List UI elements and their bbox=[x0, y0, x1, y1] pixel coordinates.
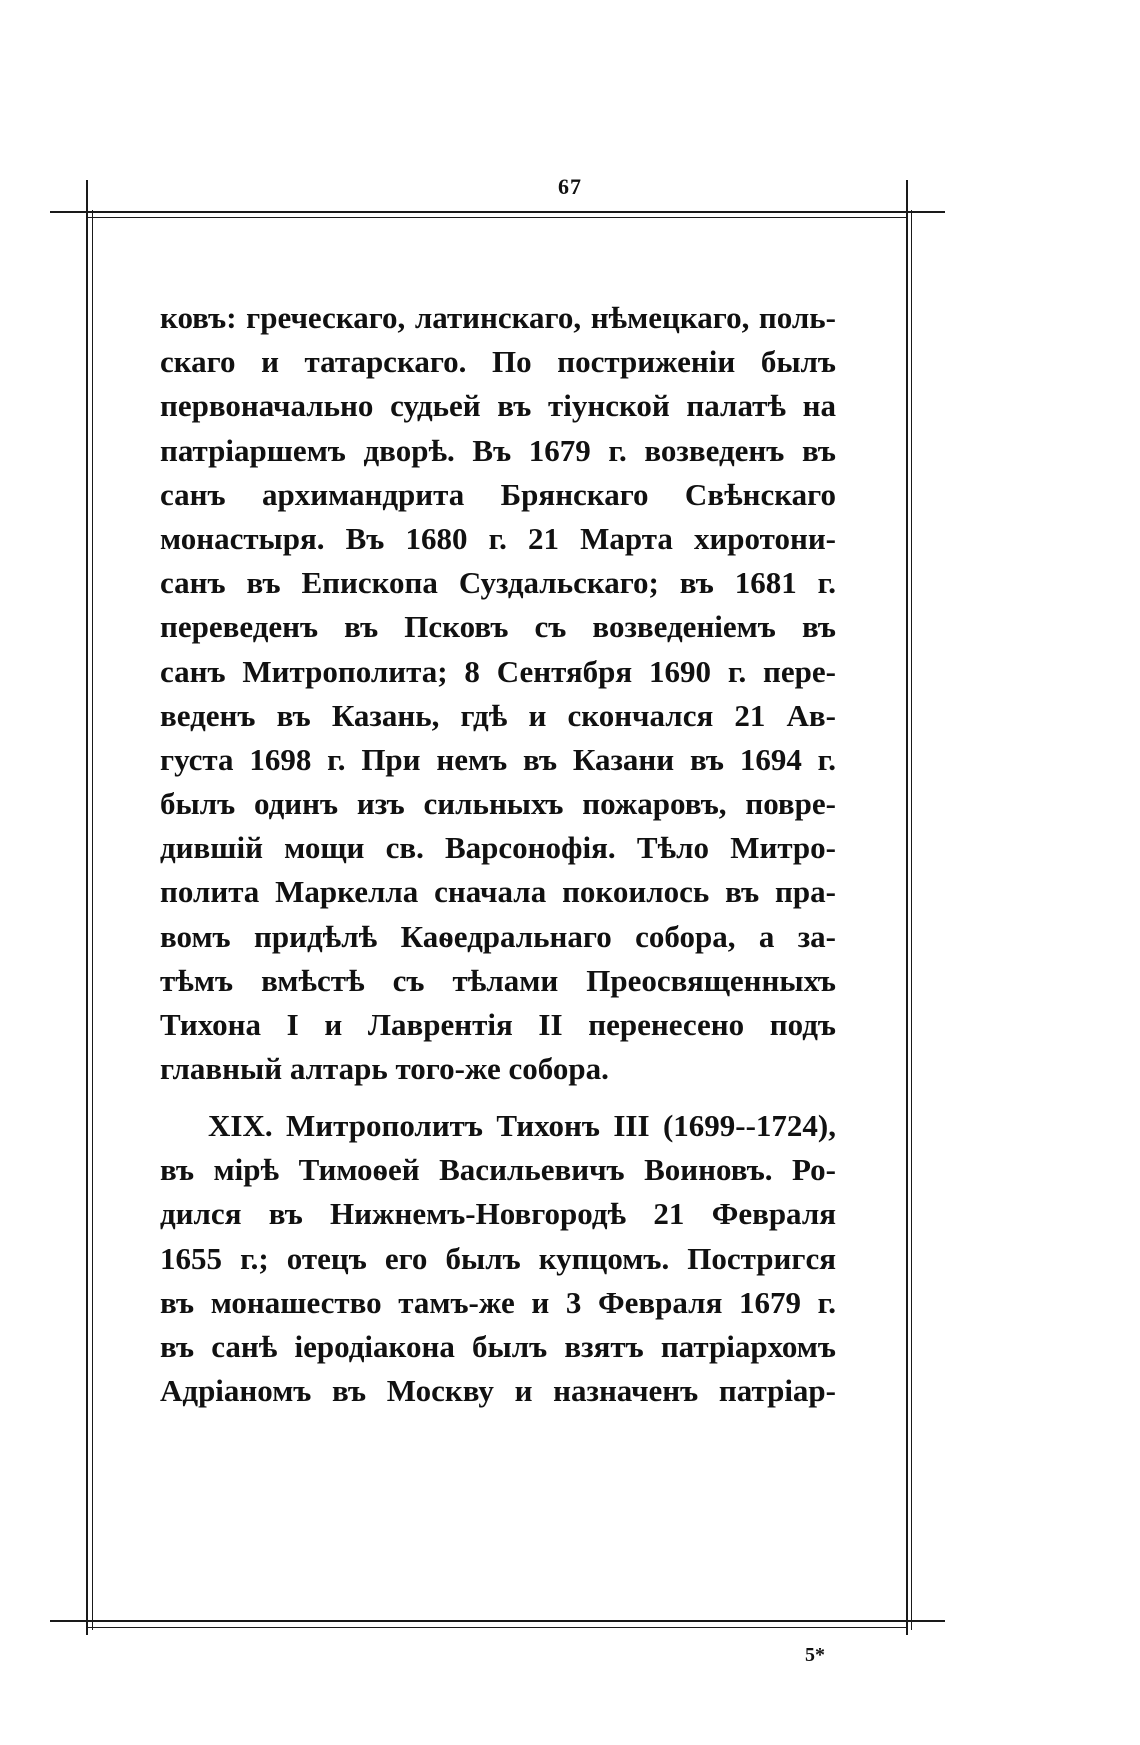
frame-right-rule-inner bbox=[911, 210, 912, 1630]
frame-bottom-rule-inner bbox=[88, 1627, 908, 1628]
text-line: XIX. Митрополитъ Тихонъ III (1699--1724), bbox=[208, 1108, 836, 1143]
text-line: монастыря. Въ 1680 г. 21 Марта хиротони- bbox=[160, 520, 836, 556]
text-line: первоначально судьей въ тіунской палатѣ на bbox=[160, 388, 836, 424]
text-line: Адріаномъ въ Москву и назначенъ патріар- bbox=[160, 1373, 836, 1409]
paragraph-2 bbox=[160, 1104, 836, 1413]
text-line: въ мірѣ Тимоѳей Васильевичъ Воиновъ. Ро- bbox=[160, 1152, 836, 1188]
text-line: густа 1698 г. При немъ въ Казани въ 1694 г. bbox=[160, 741, 836, 777]
text-line: Тихона I и Лаврентія II перенесено подъ bbox=[160, 1007, 836, 1042]
text-line: переведенъ въ Псковъ съ возведеніемъ въ bbox=[160, 609, 836, 645]
text-line: въ монашество тамъ-же и 3 Февраля 1679 г. bbox=[160, 1284, 836, 1320]
text-line: санъ въ Епископа Суздальскаго; въ 1681 г. bbox=[160, 565, 836, 601]
frame-top-rule bbox=[50, 211, 945, 213]
text-line: патріаршемъ дворѣ. Въ 1679 г. возведенъ въ bbox=[160, 432, 836, 468]
text-line: тѣмъ вмѣстѣ съ тѣлами Преосвященныхъ bbox=[160, 962, 836, 998]
paragraph-1 bbox=[160, 296, 836, 1091]
text-line: дился въ Нижнемъ-Новгородѣ 21 Февраля bbox=[160, 1196, 836, 1232]
text-line: главный алтарь того-же собора. bbox=[160, 1051, 609, 1087]
text-line: вомъ придѣлѣ Каѳедральнаго собора, а за- bbox=[160, 918, 836, 954]
text-line: санъ Митрополита; 8 Сентября 1690 г. пере- bbox=[160, 653, 836, 689]
frame-left-rule bbox=[86, 180, 88, 1635]
text-line: дившій мощи св. Варсонофія. Тѣло Митро- bbox=[160, 830, 836, 866]
page-number: 67 bbox=[558, 174, 582, 199]
text-line: веденъ въ Казань, гдѣ и скончался 21 Ав- bbox=[160, 697, 836, 733]
text-line: ковъ: греческаго, латинскаго, нѣмецкаго, поль- bbox=[160, 300, 836, 335]
text-line: въ санѣ іеродіакона былъ взятъ патріархомъ bbox=[160, 1328, 836, 1364]
text-line: санъ архимандрита Брянскаго Свѣнскаго bbox=[160, 476, 836, 512]
signature-mark: 5* bbox=[805, 1644, 825, 1666]
frame-right-rule bbox=[906, 180, 908, 1635]
frame-top-rule-inner bbox=[88, 217, 908, 218]
frame-left-rule-inner bbox=[92, 210, 93, 1630]
frame-bottom-rule bbox=[50, 1620, 945, 1622]
text-line: 1655 г.; отецъ его былъ купцомъ. Постригся bbox=[160, 1240, 836, 1276]
text-line: былъ одинъ изъ сильныхъ пожаровъ, повре- bbox=[160, 786, 836, 822]
text-line: скаго и татарскаго. По постриженіи былъ bbox=[160, 344, 836, 380]
text-line: полита Маркелла сначала покоилось въ пра- bbox=[160, 874, 836, 910]
